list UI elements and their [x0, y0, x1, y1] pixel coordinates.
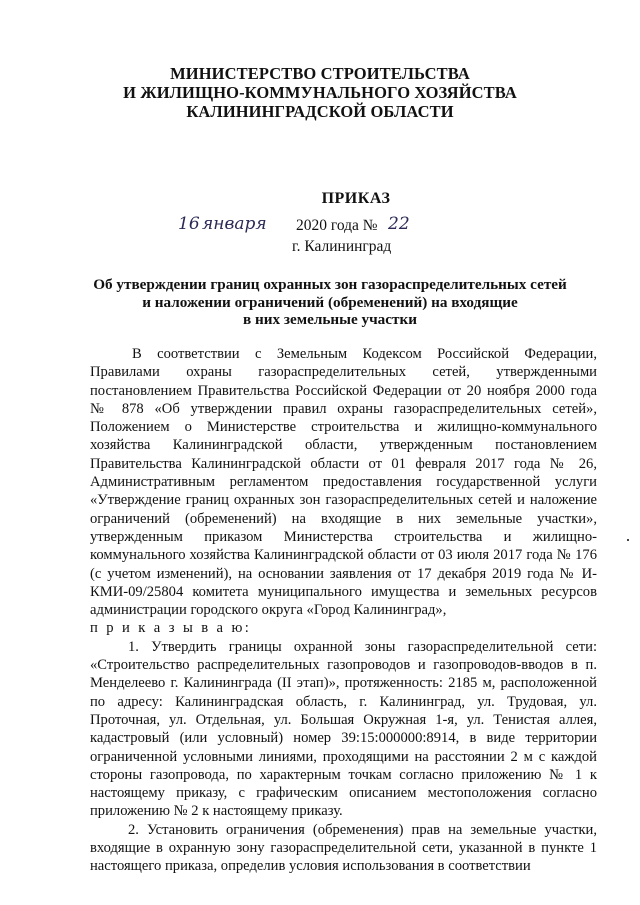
handwritten-day: 16: [178, 214, 200, 234]
subject-line-3: в них земельные участки: [243, 311, 417, 328]
handwritten-order-number: 22: [388, 214, 410, 234]
order-word: п р и к а з ы в а ю:: [90, 620, 252, 637]
order-subject: [80, 276, 580, 329]
header-line-1: МИНИСТЕРСТВО СТРОИТЕЛЬСТВА: [170, 64, 470, 83]
preamble-text: В соответствии с Земельным Кодексом Российской Федерации, Правилами охраны газораспределительных сетей, утвержденными постановлением Правительства Российской Федерации от 20 ноября 2000 года № 878 «Об утверждении правил охраны газораспределительных сетей», Положением о Министерстве строительства и жилищно-коммунального хозяйства Калининградской области, утвержденным постановлением Правительства Калининградской области от 01 февраля 2017 года № 26, Административным регламентом предоставления государственной услуги «Утверждение границ охранных зон газораспределительных сетей и наложение ограничений (обременений) на входящие в них земельные участки», утвержденным приказом Министерства строительства и жилищно-коммунального хозяйства Калининградской области от 03 июля 2017 года № 176 (с учетом изменений), на основании заявления от 17 декабря 2019 года № И-КМИ-09/25804 комитета муниципального имущества и земельных ресурсов администрации городского округа «Город Калининград»,: [90, 346, 597, 619]
scan-speck: [627, 539, 629, 541]
preamble-paragraph: [90, 345, 597, 638]
order-body: [90, 345, 597, 876]
order-city: г. Калининград: [292, 238, 392, 255]
date-year-label: 2020 года №: [296, 217, 378, 234]
header-line-2: И ЖИЛИЩНО-КОММУНАЛЬНОГО ХОЗЯЙСТВА: [123, 83, 517, 102]
handwritten-month: января: [202, 214, 267, 234]
subject-line-2: и наложении ограничений (обременений) на входящие: [142, 293, 518, 311]
item-1-paragraph: 1. Утвердить границы охранной зоны газораспределительной сети: «Строительство распределительных газопроводов и газопроводов-вводов в п. Менделеево г. Калининграда (II этап)», протяженность: 2185 м, расположенной по адресу: Калининградская область, г. Калининград, ул. Трудовая, ул. Проточная, ул. Отдельная, ул. Большая Окружная 1-я, ул. Тенистая аллея, кадастровый (или условный) номер 39:15:000000:8914, в виде территории ограниченной условными линиями, проходящими на расстоянии 2 м с каждой стороны газопровода, по характерным точкам согласно приложению № 1 к настоящему приказу, с графическим описанием местоположения согласно приложению № 2 к настоящему приказу.: [90, 638, 597, 820]
order-date: [178, 214, 478, 240]
header-line-3: КАЛИНИНГРАДСКОЙ ОБЛАСТИ: [186, 102, 454, 121]
ministry-header: [0, 64, 640, 121]
item-2-paragraph: 2. Установить ограничения (обременения) прав на земельные участки, входящие в охранную зону газораспределительной сети, указанной в пункте 1 настоящего приказа, определив условия использования в соответствии: [90, 821, 597, 875]
subject-line-1: Об утверждении границ охранных зон газораспределительных сетей: [93, 276, 567, 293]
order-title: ПРИКАЗ: [321, 190, 391, 207]
